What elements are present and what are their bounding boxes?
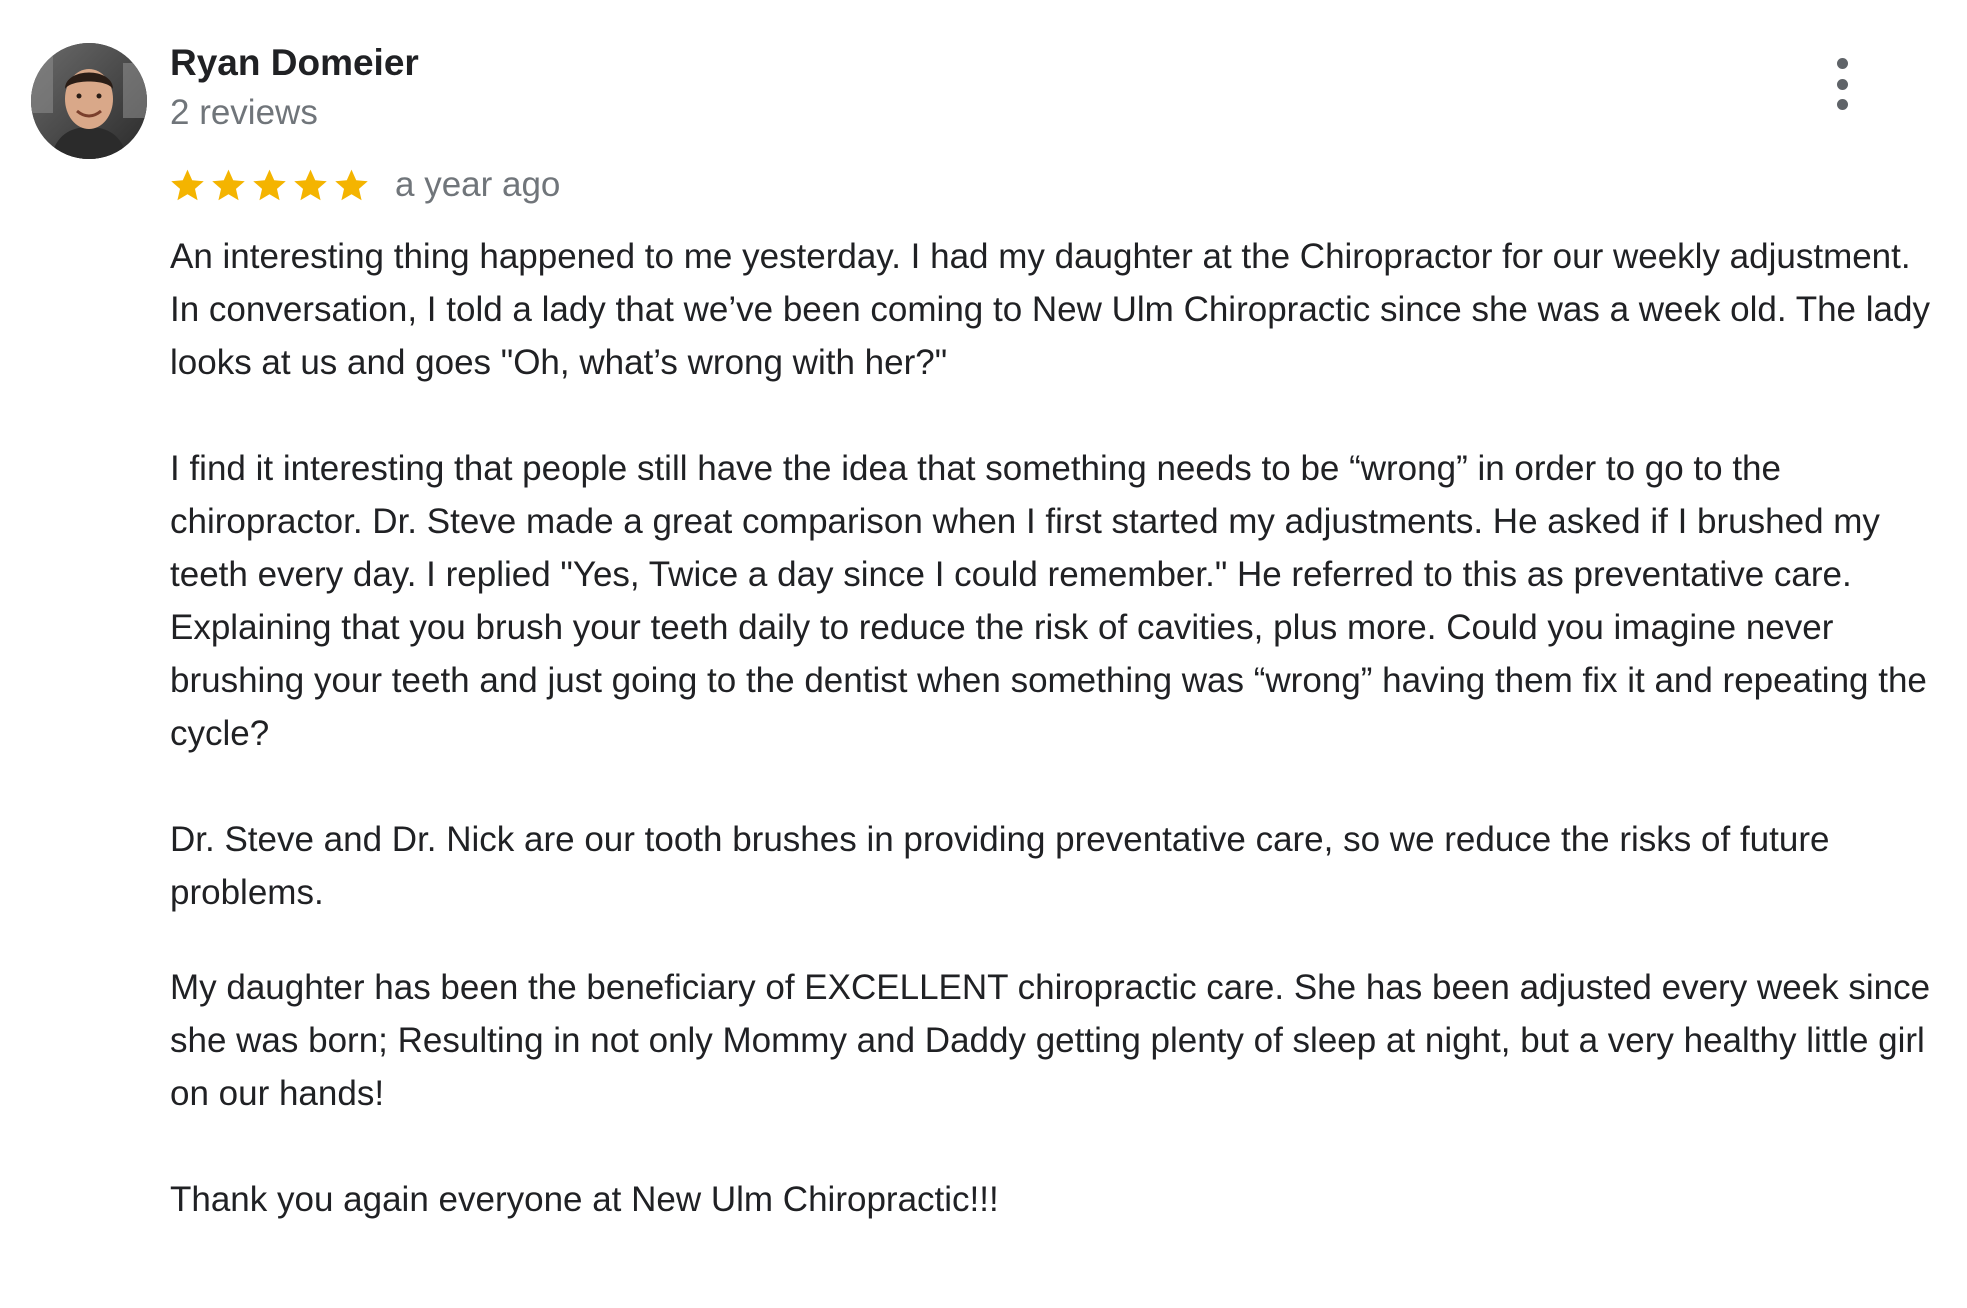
more-options-button[interactable] — [1820, 54, 1864, 114]
rating-row — [168, 160, 560, 210]
star-icon — [250, 166, 289, 205]
star-rating — [168, 166, 371, 205]
star-icon — [291, 166, 330, 205]
review-paragraph: My daughter has been the beneficiary of EXCELLENT chiropractic care. She has been adjusted every week since she was born; Resulting in not only Mommy and Daddy getting plenty of sleep at night, but a very healthy little girl on our hands! — [170, 968, 1931, 1113]
review-time: a year ago — [395, 165, 561, 204]
review-paragraph: An interesting thing happened to me yesterday. I had my daughter at the Chiropractor for our weekly adjustment. In conversation, I told a lady that we’ve been coming to New Ulm Chiropractic since she was a week old. The lady looks at us and goes "Oh, what’s wrong with her?" — [170, 237, 1930, 382]
more-vert-icon-dot — [1837, 79, 1848, 90]
more-vert-icon-dot — [1837, 99, 1848, 110]
review-paragraph: Thank you again everyone at New Ulm Chiropractic!!! — [170, 1180, 999, 1219]
reviewer-name[interactable]: Ryan Domeier — [170, 42, 419, 83]
avatar-photo — [31, 43, 147, 159]
review-text — [170, 230, 1940, 1226]
star-icon — [168, 166, 207, 205]
review-paragraph: Dr. Steve and Dr. Nick are our tooth brushes in providing preventative care, so we reduce the risks of future problems. — [170, 820, 1830, 912]
more-vert-icon — [1837, 58, 1848, 69]
reviewer-avatar[interactable] — [31, 43, 147, 159]
star-icon — [209, 166, 248, 205]
reviewer-review-count: 2 reviews — [170, 93, 318, 132]
review-paragraph: I find it interesting that people still have the idea that something needs to be “wrong” in order to go to the chiropractor. Dr. Steve made a great comparison when I first started my adjustments. He asked if I brushed my teeth every day. I replied "Yes, Twice a day since I could remember." He referred to this as preventative care. Explaining that you brush your teeth daily to reduce the risk of cavities, plus more. Could you imagine never brushing your teeth and just going to the dentist when something was “wrong” having them fix it and repeating the cycle? — [170, 449, 1927, 753]
star-icon — [332, 166, 371, 205]
